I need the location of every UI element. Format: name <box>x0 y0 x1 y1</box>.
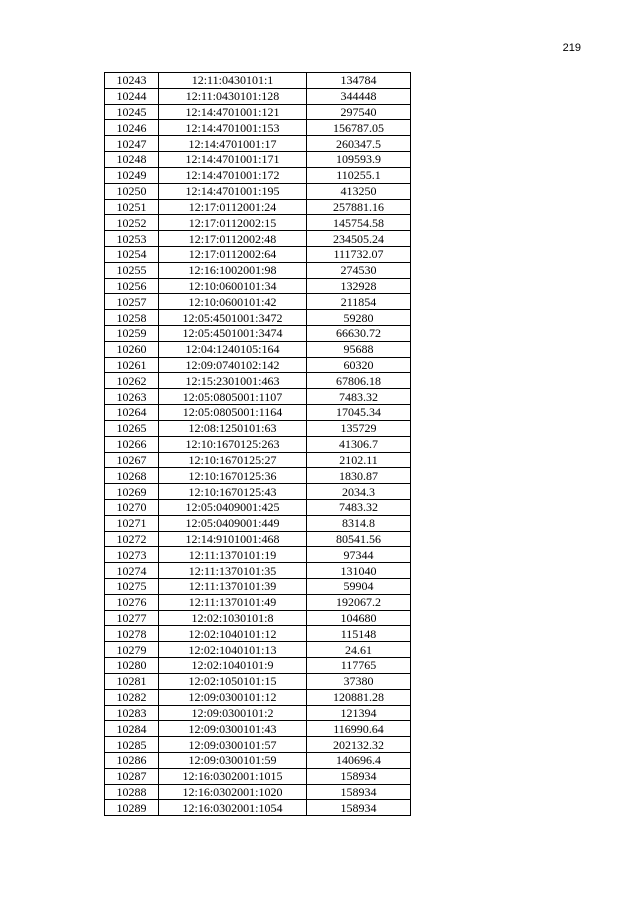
table-row <box>105 120 411 136</box>
row-number-cell: 10261 <box>105 357 159 373</box>
value-cell: 121394 <box>307 705 411 721</box>
cadastral-number-cell: 12:17:0112002:64 <box>159 246 307 262</box>
value-cell: 110255.1 <box>307 167 411 183</box>
row-number-cell: 10262 <box>105 373 159 389</box>
table-row <box>105 784 411 800</box>
table-row <box>105 341 411 357</box>
table-row <box>105 183 411 199</box>
value-cell: 120881.28 <box>307 689 411 705</box>
value-cell: 95688 <box>307 341 411 357</box>
table-row <box>105 167 411 183</box>
row-number-cell: 10271 <box>105 515 159 531</box>
value-cell: 234505.24 <box>307 231 411 247</box>
value-cell: 97344 <box>307 547 411 563</box>
cadastral-number-cell: 12:14:4701001:195 <box>159 183 307 199</box>
row-number-cell: 10250 <box>105 183 159 199</box>
row-number-cell: 10268 <box>105 468 159 484</box>
table-row <box>105 594 411 610</box>
row-number-cell: 10246 <box>105 120 159 136</box>
table-row <box>105 231 411 247</box>
row-number-cell: 10244 <box>105 88 159 104</box>
table-row <box>105 357 411 373</box>
cadastral-number-cell: 12:08:1250101:63 <box>159 420 307 436</box>
cadastral-number-cell: 12:04:1240105:164 <box>159 341 307 357</box>
cadastral-number-cell: 12:02:1030101:8 <box>159 610 307 626</box>
table-row <box>105 152 411 168</box>
cadastral-number-cell: 12:09:0300101:43 <box>159 721 307 737</box>
cadastral-number-cell: 12:10:1670125:263 <box>159 436 307 452</box>
value-cell: 59904 <box>307 579 411 595</box>
table-row <box>105 658 411 674</box>
value-cell: 158934 <box>307 800 411 816</box>
cadastral-number-cell: 12:09:0300101:12 <box>159 689 307 705</box>
value-cell: 37380 <box>307 673 411 689</box>
value-cell: 66630.72 <box>307 326 411 342</box>
cadastral-number-cell: 12:09:0740102:142 <box>159 357 307 373</box>
table-row <box>105 436 411 452</box>
cadastral-number-cell: 12:05:0805001:1164 <box>159 405 307 421</box>
table-row <box>105 389 411 405</box>
value-cell: 156787.05 <box>307 120 411 136</box>
row-number-cell: 10275 <box>105 579 159 595</box>
value-cell: 111732.07 <box>307 246 411 262</box>
table-row <box>105 499 411 515</box>
table-row <box>105 737 411 753</box>
value-cell: 7483.32 <box>307 499 411 515</box>
cadastral-number-cell: 12:02:1040101:13 <box>159 642 307 658</box>
table-row <box>105 452 411 468</box>
cadastral-number-cell: 12:16:0302001:1015 <box>159 768 307 784</box>
cadastral-number-cell: 12:14:4701001:153 <box>159 120 307 136</box>
cadastral-number-cell: 12:11:1370101:35 <box>159 563 307 579</box>
row-number-cell: 10267 <box>105 452 159 468</box>
cadastral-number-cell: 12:14:4701001:121 <box>159 104 307 120</box>
table-row <box>105 104 411 120</box>
row-number-cell: 10278 <box>105 626 159 642</box>
table-row <box>105 563 411 579</box>
value-cell: 158934 <box>307 784 411 800</box>
table-row <box>105 278 411 294</box>
value-cell: 202132.32 <box>307 737 411 753</box>
table-row <box>105 215 411 231</box>
row-number-cell: 10252 <box>105 215 159 231</box>
row-number-cell: 10284 <box>105 721 159 737</box>
cadastral-number-cell: 12:17:0112002:15 <box>159 215 307 231</box>
table-row <box>105 626 411 642</box>
table-row <box>105 547 411 563</box>
value-cell: 158934 <box>307 768 411 784</box>
cadastral-number-cell: 12:14:4701001:171 <box>159 152 307 168</box>
row-number-cell: 10260 <box>105 341 159 357</box>
table-row <box>105 768 411 784</box>
value-cell: 80541.56 <box>307 531 411 547</box>
row-number-cell: 10263 <box>105 389 159 405</box>
table-row <box>105 310 411 326</box>
table-row <box>105 420 411 436</box>
row-number-cell: 10288 <box>105 784 159 800</box>
cadastral-number-cell: 12:16:0302001:1054 <box>159 800 307 816</box>
value-cell: 257881.16 <box>307 199 411 215</box>
table-row <box>105 262 411 278</box>
row-number-cell: 10259 <box>105 326 159 342</box>
row-number-cell: 10256 <box>105 278 159 294</box>
cadastral-number-cell: 12:02:1050101:15 <box>159 673 307 689</box>
value-cell: 8314.8 <box>307 515 411 531</box>
row-number-cell: 10257 <box>105 294 159 310</box>
cadastral-number-cell: 12:11:0430101:128 <box>159 88 307 104</box>
table-row <box>105 373 411 389</box>
cadastral-number-cell: 12:11:0430101:1 <box>159 73 307 89</box>
value-cell: 2034.3 <box>307 484 411 500</box>
cadastral-number-cell: 12:10:1670125:43 <box>159 484 307 500</box>
cadastral-number-cell: 12:02:1040101:9 <box>159 658 307 674</box>
cadastral-number-cell: 12:11:1370101:39 <box>159 579 307 595</box>
row-number-cell: 10255 <box>105 262 159 278</box>
table-row <box>105 610 411 626</box>
table-body <box>105 73 411 816</box>
row-number-cell: 10265 <box>105 420 159 436</box>
table-row <box>105 246 411 262</box>
table-row <box>105 689 411 705</box>
row-number-cell: 10247 <box>105 136 159 152</box>
row-number-cell: 10286 <box>105 752 159 768</box>
table-row <box>105 642 411 658</box>
table-row <box>105 326 411 342</box>
value-cell: 109593.9 <box>307 152 411 168</box>
value-cell: 192067.2 <box>307 594 411 610</box>
value-cell: 104680 <box>307 610 411 626</box>
row-number-cell: 10281 <box>105 673 159 689</box>
row-number-cell: 10282 <box>105 689 159 705</box>
row-number-cell: 10249 <box>105 167 159 183</box>
value-cell: 135729 <box>307 420 411 436</box>
value-cell: 115148 <box>307 626 411 642</box>
row-number-cell: 10254 <box>105 246 159 262</box>
table-row <box>105 752 411 768</box>
value-cell: 131040 <box>307 563 411 579</box>
cadastral-number-cell: 12:11:1370101:49 <box>159 594 307 610</box>
cadastral-number-cell: 12:14:9101001:468 <box>159 531 307 547</box>
value-cell: 67806.18 <box>307 373 411 389</box>
cadastral-number-cell: 12:10:1670125:27 <box>159 452 307 468</box>
cadastral-number-cell: 12:05:4501001:3472 <box>159 310 307 326</box>
row-number-cell: 10266 <box>105 436 159 452</box>
row-number-cell: 10273 <box>105 547 159 563</box>
table-row <box>105 705 411 721</box>
table-row <box>105 484 411 500</box>
row-number-cell: 10277 <box>105 610 159 626</box>
row-number-cell: 10264 <box>105 405 159 421</box>
value-cell: 413250 <box>307 183 411 199</box>
row-number-cell: 10251 <box>105 199 159 215</box>
value-cell: 274530 <box>307 262 411 278</box>
row-number-cell: 10287 <box>105 768 159 784</box>
cadastral-number-cell: 12:17:0112001:24 <box>159 199 307 215</box>
table-row <box>105 515 411 531</box>
value-cell: 24.61 <box>307 642 411 658</box>
row-number-cell: 10283 <box>105 705 159 721</box>
row-number-cell: 10243 <box>105 73 159 89</box>
value-cell: 7483.32 <box>307 389 411 405</box>
value-cell: 134784 <box>307 73 411 89</box>
row-number-cell: 10258 <box>105 310 159 326</box>
table-row <box>105 88 411 104</box>
value-cell: 117765 <box>307 658 411 674</box>
table-row <box>105 405 411 421</box>
cadastral-number-cell: 12:05:4501001:3474 <box>159 326 307 342</box>
value-cell: 41306.7 <box>307 436 411 452</box>
cadastral-number-cell: 12:11:1370101:19 <box>159 547 307 563</box>
value-cell: 145754.58 <box>307 215 411 231</box>
row-number-cell: 10272 <box>105 531 159 547</box>
cadastral-number-cell: 12:10:0600101:42 <box>159 294 307 310</box>
row-number-cell: 10245 <box>105 104 159 120</box>
cadastral-number-cell: 12:09:0300101:59 <box>159 752 307 768</box>
value-cell: 211854 <box>307 294 411 310</box>
row-number-cell: 10279 <box>105 642 159 658</box>
table-row <box>105 800 411 816</box>
table-row <box>105 721 411 737</box>
value-cell: 1830.87 <box>307 468 411 484</box>
row-number-cell: 10269 <box>105 484 159 500</box>
cadastral-number-cell: 12:16:1002001:98 <box>159 262 307 278</box>
table-row <box>105 531 411 547</box>
cadastral-number-cell: 12:09:0300101:2 <box>159 705 307 721</box>
value-cell: 260347.5 <box>307 136 411 152</box>
table-row <box>105 673 411 689</box>
row-number-cell: 10280 <box>105 658 159 674</box>
row-number-cell: 10285 <box>105 737 159 753</box>
cadastral-number-cell: 12:15:2301001:463 <box>159 373 307 389</box>
cadastral-number-cell: 12:17:0112002:48 <box>159 231 307 247</box>
table-row <box>105 468 411 484</box>
cadastral-number-cell: 12:14:4701001:17 <box>159 136 307 152</box>
row-number-cell: 10289 <box>105 800 159 816</box>
table-row <box>105 294 411 310</box>
row-number-cell: 10274 <box>105 563 159 579</box>
cadastral-number-cell: 12:02:1040101:12 <box>159 626 307 642</box>
table-row <box>105 579 411 595</box>
value-cell: 17045.34 <box>307 405 411 421</box>
row-number-cell: 10276 <box>105 594 159 610</box>
value-cell: 2102.11 <box>307 452 411 468</box>
cadastral-number-cell: 12:10:1670125:36 <box>159 468 307 484</box>
value-cell: 297540 <box>307 104 411 120</box>
cadastral-number-cell: 12:16:0302001:1020 <box>159 784 307 800</box>
cadastral-number-cell: 12:05:0409001:425 <box>159 499 307 515</box>
row-number-cell: 10270 <box>105 499 159 515</box>
table-row <box>105 199 411 215</box>
data-table <box>104 72 411 816</box>
value-cell: 140696.4 <box>307 752 411 768</box>
row-number-cell: 10248 <box>105 152 159 168</box>
value-cell: 116990.64 <box>307 721 411 737</box>
value-cell: 60320 <box>307 357 411 373</box>
row-number-cell: 10253 <box>105 231 159 247</box>
value-cell: 344448 <box>307 88 411 104</box>
value-cell: 132928 <box>307 278 411 294</box>
cadastral-number-cell: 12:05:0805001:1107 <box>159 389 307 405</box>
table-row <box>105 136 411 152</box>
value-cell: 59280 <box>307 310 411 326</box>
cadastral-number-cell: 12:09:0300101:57 <box>159 737 307 753</box>
table-row <box>105 73 411 89</box>
page-number: 219 <box>562 42 581 54</box>
cadastral-number-cell: 12:10:0600101:34 <box>159 278 307 294</box>
cadastral-number-cell: 12:14:4701001:172 <box>159 167 307 183</box>
cadastral-number-cell: 12:05:0409001:449 <box>159 515 307 531</box>
